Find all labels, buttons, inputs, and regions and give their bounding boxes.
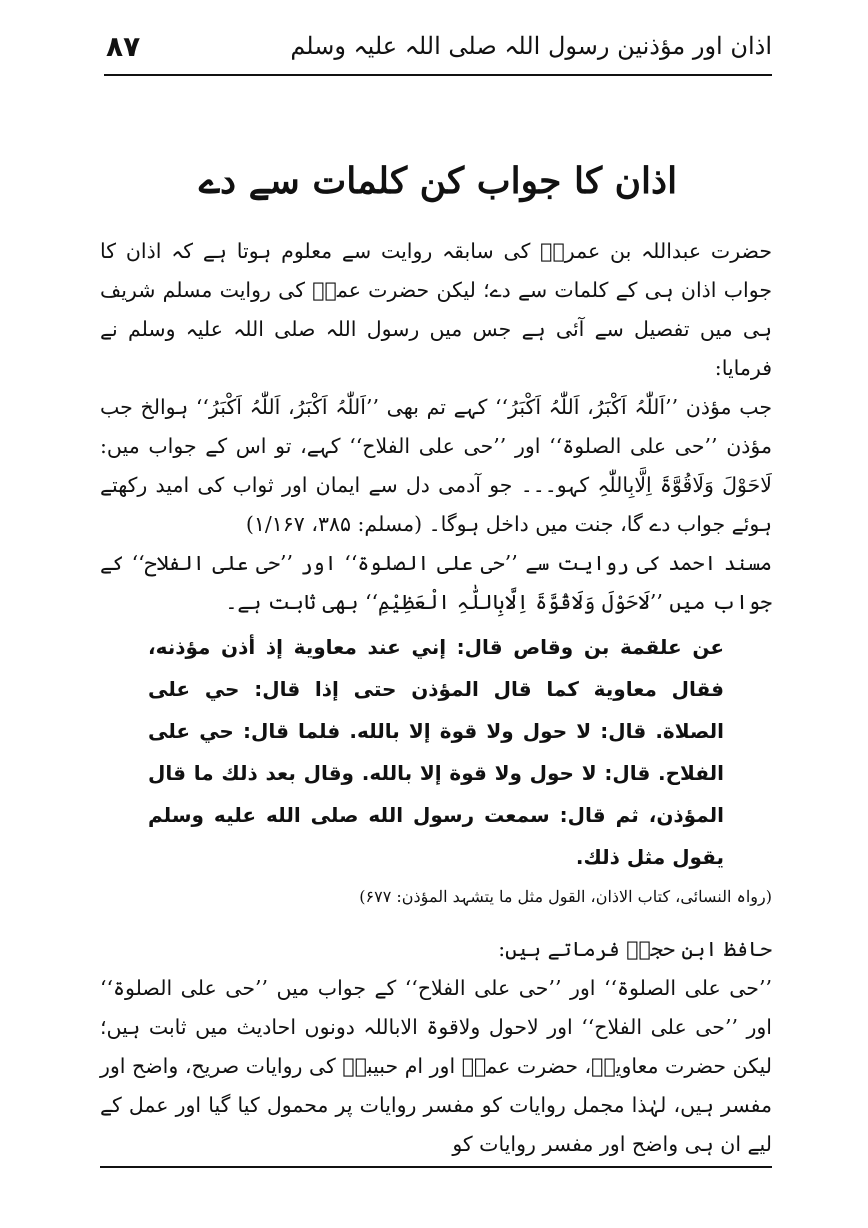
running-title: اذان اور مؤذنین رسول اللہ صلی اللہ علیہ وسلم	[290, 32, 772, 60]
paragraph-musnad-ahmad: مسند احمد کی روایت سے ’’حی علی الصلوۃ‘‘ اور ’’حی علی الفلاح‘‘ کے جواب میں ’’لَاحَوْلَ وَلَاقُوَّۃَ اِلَّابِاللّٰہِ الْعَظِیْمِ‘‘ بھی ثابت ہے۔	[100, 551, 772, 614]
arabic-hadith-quote: عن علقمة بن وقاص قال: إني عند معاوية إذ أذن مؤذنه، فقال معاوية كما قال المؤذن حتى إذا قال: حي على الصلاة. قال: لا حول ولا قوة إلا بالله. فلما قال: حي على الفلاح. قال: لا حول ولا قوة إلا بالله. وقال بعد ذلك ما قال المؤذن، ثم قال: سمعت رسول الله صلى الله عليه وسلم يقول مثل ذلك.	[148, 635, 724, 869]
hafiz-intro: حافظ ابن حجرؒ فرماتے ہیں:	[498, 937, 772, 961]
hadith-reference: (رواہ النسائی، کتاب الاذان، القول مثل ما یتشہد المؤذن: ۶۷۷)	[359, 887, 772, 906]
page-body	[100, 232, 772, 1164]
closing-paragraph: ’’حی علی الصلوۃ‘‘ اور ’’حی علی الفلاح‘‘ کے جواب میں ’’حی علی الصلوۃ‘‘ اور ’’حی علی الفلاح‘‘ اور لاحول ولاقوۃ الاباللہ دونوں احادیث میں ثابت ہیں؛ لیکن حضرت معاویہؓ، حضرت عمرؓ اور ام حبیبہؓ کی روایات صریح، واضح اور مفسر ہیں، لہٰذا مجمل روایات کو مفسر روایات پر محمول کیا گیا اور عمل کے لیے ان ہی واضح اور مفسر روایات کو	[100, 976, 772, 1156]
page-number: ۸۷	[106, 30, 141, 63]
spacer	[100, 916, 772, 930]
bottom-rule	[100, 1166, 772, 1168]
chapter-heading: اذان کا جواب کن کلمات سے دے	[198, 160, 678, 202]
paragraph-intro: حضرت عبداللہ بن عمروؓ کی سابقہ روایت سے معلوم ہوتا ہے کہ اذان کا جواب اذان ہی کے کلمات سے دے؛ لیکن حضرت عمرؓ کی روایت مسلم شریف ہی میں تفصیل سے آئی ہے جس میں رسول اللہ صلی اللہ علیہ وسلم نے فرمایا:	[100, 239, 772, 380]
paragraph-muslim-hadith: جب مؤذن ’’اَللّٰہُ اَکْبَرُ، اَللّٰہُ اَکْبَرُ‘‘ کہے تم بھی ’’اَللّٰہُ اَکْبَرُ، اَللّٰہُ اَکْبَرُ‘‘ ہوالخ جب مؤذن ’’حی علی الصلوۃ‘‘ اور ’’حی علی الفلاح‘‘ کہے، تو اس کے جواب میں: لَاحَوْلَ وَلَاقُوَّۃَ اِلَّابِاللّٰہِ کہو۔۔۔ جو آدمی دل سے ایمان اور ثواب کی امید رکھتے ہوئے جواب دے گا، جنت میں داخل ہوگا۔ (مسلم: ۳۸۵، ۱/۱۶۷)	[100, 395, 772, 536]
page-header	[104, 22, 772, 76]
